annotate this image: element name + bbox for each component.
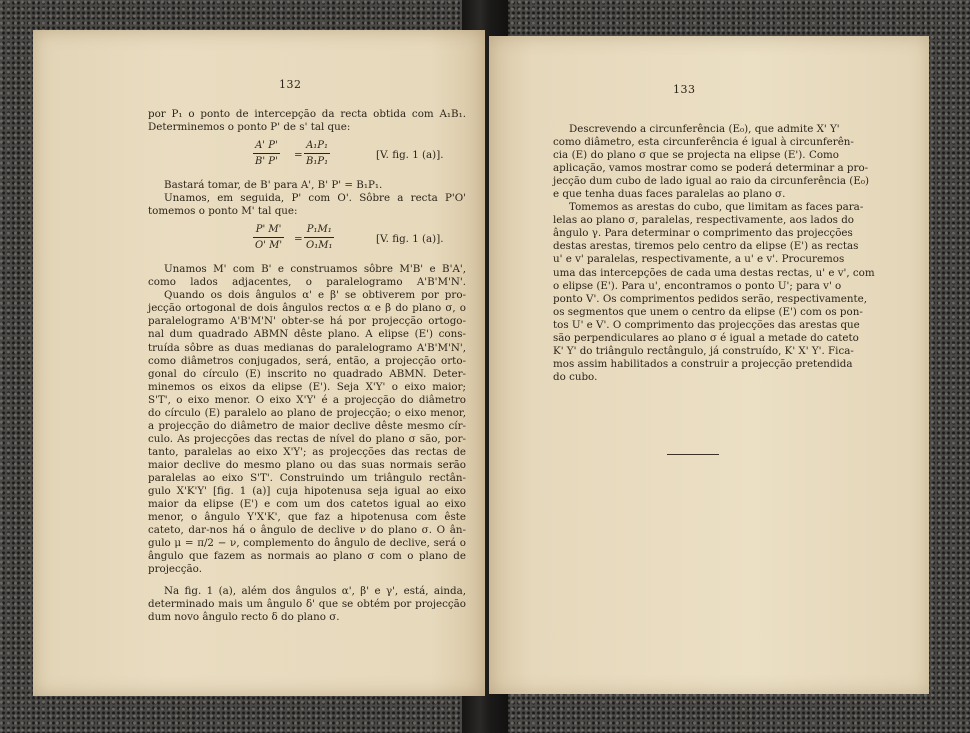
text-line: são perpendiculares ao plano σ é igual a metade do cateto [553,331,859,344]
text-line: gonal do círculo (E) inscrito no quadrado ABMN. Deter- [148,367,466,380]
denominator: O₁M₁ [306,240,333,252]
text-line: o elipse (E'). Para u', encontramos o ponto U'; para v' o [553,279,842,292]
text-line: lelas ao plano σ, paralelas, respectivamente, aos lados do [553,214,855,227]
text-line: mos assim habilitados a construir a projecção pretendida [553,357,853,370]
text-line: menor, o ângulo Y'X'K', que faz a hipotenusa com êste [148,511,466,524]
text-line: u' e v' paralelas, respectivamente, a u' e v'. Procuremos [553,253,845,266]
text-line: dum novo ângulo recto δ do plano σ. [148,611,340,624]
text-line: Bastará tomar, de B' para A', B' P' = B₁P₁. [164,179,383,192]
formula-ratio-1 [148,138,466,176]
text-line: cia (E) do plano σ que se projecta na elipse (E'). Como [553,149,839,162]
text-line: Quando os dois ângulos α' e β' se obtiverem por pro- [164,289,466,302]
text-line: Determinemos o ponto P' de s' tal que: [148,121,351,134]
text-line: projecção. [148,563,202,576]
equals-sign: = [294,233,303,246]
figure-reference: [V. fig. 1 (a)]. [376,233,444,246]
right-page [489,36,929,694]
left-page-text [148,108,466,625]
text-line: Na fig. 1 (a), além dos ângulos α', β' e γ', está, ainda, [164,585,466,598]
denominator: B₁P₁ [306,156,329,168]
fraction [304,138,330,169]
text-line: a projecção do diâmetro de maior declive dêste mesmo cír- [148,419,466,432]
numerator: A' P' [253,138,280,154]
left-page [33,30,485,696]
text-line: como diâmetros conjugados, será, então, a projecção orto- [148,354,466,367]
text-line: e que tenha duas faces paralelas ao plano σ. [553,188,786,201]
text-line: culo. As projecções das rectas de nível do plano σ são, por- [148,432,466,445]
text-line: determinado mais um ângulo δ' que se obtém por projecção [148,598,466,611]
text-line: do cubo. [553,370,598,383]
equals-sign: = [294,149,303,162]
text-line: gulo μ = π/2 − ν, complemento do ângulo de declive, será o [148,537,466,550]
section-rule [667,454,719,455]
text-line: ângulo γ. Para determinar o comprimento das projecções [553,227,853,240]
text-line: destas arestas, tiremos pelo centro da elipse (E') as rectas [553,240,859,253]
fraction [253,138,280,169]
page-number-left: 132 [279,78,302,91]
text-line: tos U' e V'. O comprimento das projecções das arestas que [553,318,860,331]
text-line: como lados adjacentes, o paralelogramo A'B'M'N'. [148,276,466,289]
text-line: K' Y' do triângulo rectângulo, já construído, K' X' Y'. Fica- [553,344,854,357]
text-line: Unamos M' com B' e construamos sôbre M'B' e B'A', [164,263,466,276]
denominator: B' P' [255,156,278,168]
text-line: por P₁ o ponto de intercepção da recta obtida com A₁B₁. [148,108,466,120]
text-line: os segmentos que unem o centro da elipse (E') com os pon- [553,305,863,318]
denominator: O' M' [255,240,283,252]
text-line: ponto V'. Os comprimentos pedidos serão, respectivamente, [553,292,867,305]
page-number-right: 133 [673,83,696,96]
text-line: cateto, dar-nos há o ângulo de declive ν do plano σ. O ân- [148,524,466,537]
text-line: paralelas ao eixo S'T'. Construindo um triângulo rectân- [148,471,466,484]
numerator: A₁P₁ [304,138,330,154]
text-line: S'T', o eixo menor. O eixo X'Y' é a projecção do diâmetro [148,393,466,406]
text-line: tanto, paralelas ao eixo X'Y'; as projecções das rectas de [148,445,466,458]
text-line: Descrevendo a circunferência (E₀), que admite X' Y' [569,123,840,135]
fraction [304,222,334,253]
text-line: uma das intercepções de cada uma destas rectas, u' e v', com [553,266,875,279]
fraction [253,222,284,253]
text-line: nal dum quadrado ABMN dêste plano. A elipse (E') cons- [148,328,466,341]
text-line: gulo X'K'Y' [fig. 1 (a)] cuja hipotenusa seja igual ao eixo [148,485,466,498]
right-page-text [553,123,875,384]
text-line: maior da elipse (E') e com um dos catetos igual ao eixo [148,498,466,511]
text-line: maior declive do mesmo plano ou das suas normais serão [148,458,466,471]
text-line: aplicação, vamos mostrar como se poderá determinar a pro- [553,162,869,175]
text-line: jecção dum cubo de lado igual ao raio da circunferência (E₀) [553,175,869,188]
text-line: tomemos o ponto M' tal que: [148,205,298,218]
text-line: paralelogramo A'B'M'N' obter-se há por projecção ortogo- [148,315,466,328]
text-line: jecção ortogonal de dois ângulos rectos α e β do plano σ, o [148,302,466,315]
text-line: minemos os eixos da elipse (E'). Seja X'Y' o eixo maior; [148,380,466,393]
text-line: como diâmetro, esta circunferência é igual à circunferên- [553,136,854,149]
paragraph-gap [148,576,466,585]
numerator: P' M' [253,222,284,238]
text-line: Tomemos as arestas do cubo, que limitam as faces para- [569,201,864,214]
figure-reference: [V. fig. 1 (a)]. [376,149,444,162]
text-line: ângulo que fazem as normais ao plano σ com o plano de [148,550,466,563]
text-line: Unamos, em seguida, P' com O'. Sôbre a recta P'O' [164,192,466,205]
text-line: truída sôbre as duas medianas do paralelogramo A'B'M'N', [148,341,466,354]
formula-ratio-2 [148,222,466,260]
numerator: P₁M₁ [304,222,334,238]
text-line: do círculo (E) paralelo ao plano de projecção; o eixo menor, [148,406,466,419]
